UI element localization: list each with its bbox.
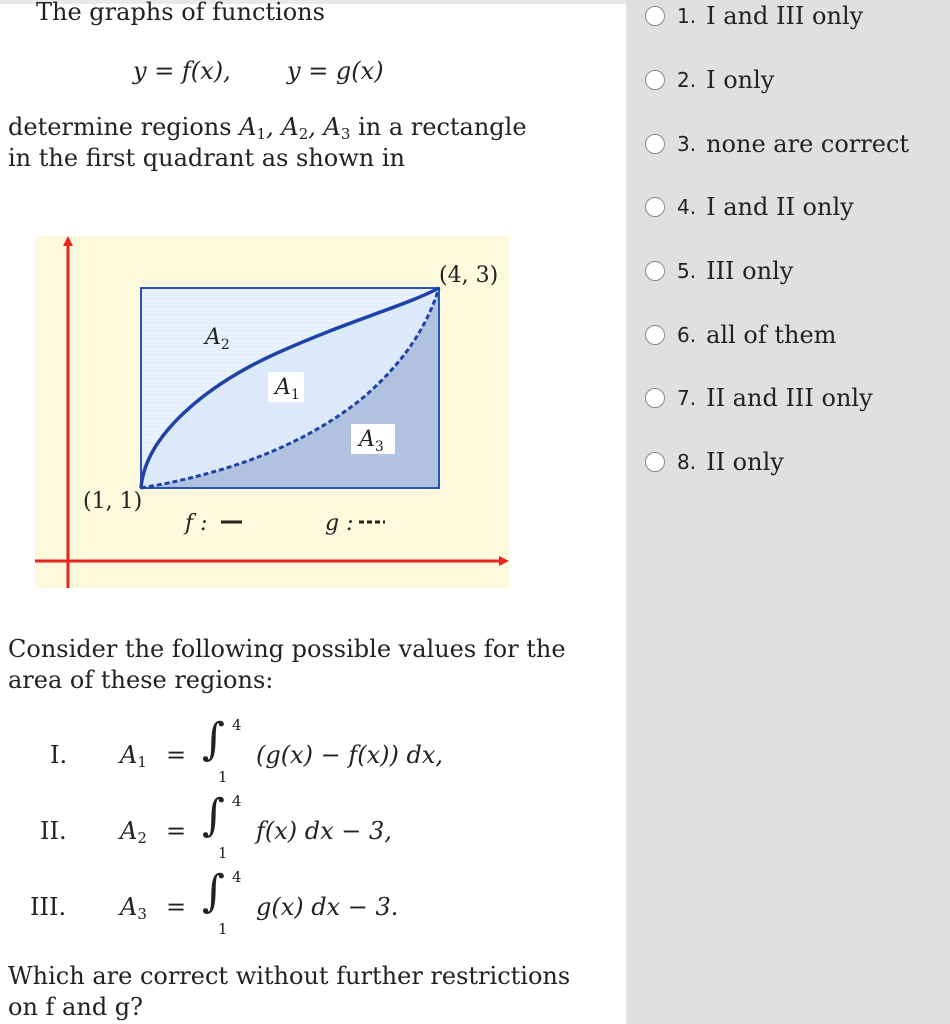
radio-button-icon[interactable]: [645, 261, 665, 281]
answer-option-8[interactable]: [626, 442, 784, 482]
statement-1-lower-limit: 1: [218, 768, 228, 786]
region-figure: [35, 236, 509, 588]
region-diagram: [35, 236, 509, 588]
statement-3-equals: =: [166, 893, 187, 921]
option-label: none are correct: [706, 130, 910, 158]
option-label: II and III only: [706, 384, 873, 412]
region-A2-label: $A_2$: [205, 325, 230, 353]
answer-option-4[interactable]: [626, 187, 854, 227]
option-label: I and II only: [706, 193, 854, 221]
intro-text: The graphs of functions: [36, 0, 325, 26]
option-label: III only: [706, 257, 794, 285]
statement-2-upper-limit: 4: [232, 792, 242, 810]
answer-option-1[interactable]: [626, 0, 863, 36]
option-number: 4.: [677, 195, 697, 219]
final-question-line-2: on f and g?: [8, 993, 144, 1021]
legend-f-label: f :: [185, 511, 208, 536]
answer-option-5[interactable]: [626, 251, 793, 291]
statement-3-integral-sign: ∫: [202, 866, 225, 917]
description-part-b: in a rectangle: [358, 113, 527, 141]
legend-g-label: g :: [325, 511, 354, 536]
regions-list: $A_1$, $A_2$, $A_3$: [239, 113, 351, 143]
radio-button-icon[interactable]: [645, 134, 665, 154]
answer-options-panel: [626, 0, 950, 1024]
region-A3-label: $A_3$: [359, 427, 384, 455]
statement-2-lower-limit: 1: [218, 844, 228, 862]
description-part-a: determine regions: [8, 113, 232, 141]
point-top-right-label: (4, 3): [439, 263, 499, 288]
statement-2-integral-sign: ∫: [202, 790, 225, 841]
final-question-line-1: Which are correct without further restrictions: [8, 962, 571, 990]
function-g-definition: y = g(x): [287, 57, 384, 85]
statement-1-integrand: (g(x) − f(x)) dx,: [256, 741, 444, 769]
statement-1-equals: =: [166, 741, 187, 769]
statement-1-upper-limit: 4: [232, 716, 242, 734]
region-A1-label: $A_1$: [275, 375, 300, 403]
statement-3-upper-limit: 4: [232, 868, 242, 886]
statement-3-roman: III.: [30, 893, 67, 921]
statement-1-integral-sign: ∫: [202, 714, 225, 765]
option-label: I and III only: [706, 2, 864, 30]
answer-option-6[interactable]: [626, 315, 836, 355]
statement-2-integrand: f(x) dx − 3,: [256, 817, 392, 845]
option-number: 7.: [677, 386, 697, 410]
statement-3-lhs: $A_3$: [120, 893, 147, 923]
option-number: 8.: [677, 450, 697, 474]
answer-option-7[interactable]: [626, 378, 873, 418]
answer-option-3[interactable]: [626, 124, 909, 164]
point-bottom-left-label: (1, 1): [83, 489, 143, 514]
option-label: I only: [706, 66, 775, 94]
statement-3-lower-limit: 1: [218, 920, 228, 938]
answer-option-2[interactable]: [626, 60, 774, 100]
statement-1-roman: I.: [50, 741, 68, 769]
option-label: all of them: [706, 321, 837, 349]
statement-1-lhs: $A_1$: [120, 741, 147, 771]
radio-button-icon[interactable]: [645, 388, 665, 408]
option-number: 1.: [677, 4, 697, 28]
statement-2-lhs: $A_2$: [120, 817, 147, 847]
function-f-definition: y = f(x),: [133, 57, 231, 85]
option-number: 6.: [677, 323, 697, 347]
radio-button-icon[interactable]: [645, 197, 665, 217]
statement-2-roman: II.: [40, 817, 67, 845]
radio-button-icon[interactable]: [645, 452, 665, 472]
statement-3-integrand: g(x) dx − 3.: [256, 893, 399, 921]
option-number: 5.: [677, 259, 697, 283]
radio-button-icon[interactable]: [645, 6, 665, 26]
consider-line-2: area of these regions:: [8, 666, 274, 694]
option-number: 2.: [677, 68, 697, 92]
option-number: 3.: [677, 132, 697, 156]
statement-2-equals: =: [166, 817, 187, 845]
description-line-2: in the first quadrant as shown in: [8, 144, 406, 172]
option-label: II only: [706, 448, 784, 476]
radio-button-icon[interactable]: [645, 70, 665, 90]
radio-button-icon[interactable]: [645, 325, 665, 345]
consider-line-1: Consider the following possible values for the: [8, 635, 566, 663]
